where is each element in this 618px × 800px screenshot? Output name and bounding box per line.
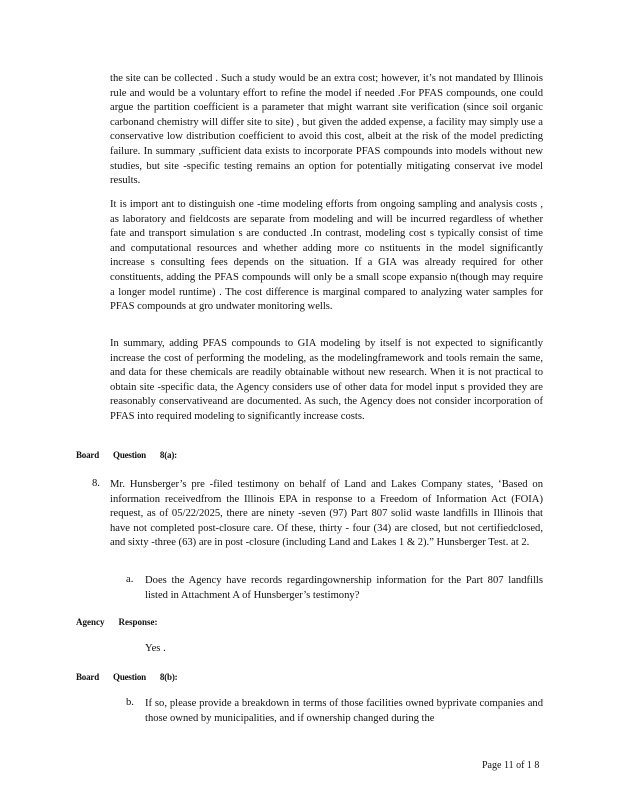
response-label: Response:	[118, 617, 158, 627]
item-b-text: If so, please provide a breakdown in terms of those facilities owned byprivate companies and those owned by municipalities, and if ownership changed during the	[145, 698, 543, 724]
board-label: Board	[76, 672, 100, 682]
question-number: 8(a):	[159, 450, 177, 460]
question-label: Question	[113, 450, 146, 460]
board-question-8a-heading	[76, 450, 177, 460]
question-number: 8(b):	[159, 672, 178, 682]
board-question-8b-heading	[76, 672, 177, 682]
item-a-text: Does the Agency have records regardingownership information for the Part 807 landfills listed in Attachment A of Hunsberger’s testimony?	[145, 575, 543, 601]
item-letter-a: a.	[126, 574, 134, 585]
paragraph-site-study: the site can be collected . Such a study would be an extra cost; however, it’s not mandated by Illinois rule and would be a voluntary effort to refine the model if needed .For PFAS compounds, one could argue the partition coefficient is a parameter that might warrant site verification (since soil organic carbonand chemistry will differ site to site) , but given the added expense, a facility may simply use a conservative low distribution coefficient to avoid this cost, albeit at the risk of the model predicting failure. In summary ,sufficient data exists to incorporate PFAS compounds into models without new studies, but site -specific testing remains an option for potentially mitigating conservat ive model results.	[110, 73, 543, 187]
item-number-8: 8.	[92, 478, 100, 489]
paragraph-summary: In summary, adding PFAS compounds to GIA modeling by itself is not expected to significantly increase the cost of performing the modeling, as the modelingframework and tools remain the same, and data for these chemicals are readily obtainable without new research. When it is not practical to obtain site -specific data, the Agency considers use of other data for model input s provided they are reasonably conservativeand are documented. As such, the Agency does not consider incorporation of PFAS into required modeling to significantly increase costs.	[110, 338, 543, 422]
item-8-text: Mr. Hunsberger’s pre -filed testimony on behalf of Land and Lakes Company states, ‘Based on information receivedfrom the Illinois EPA in response to a Freedom of Information Act (FOIA) request, as of 05/22/2025, there are ninety -seven (97) Part 807 solid waste landfills in Illinois that have not completed post-closure care. Of these, thirty - four (34) are closed, but not certifiedclosed, and sixty -three (63) are in post -closure (including Land and Lakes 1 & 2).” Hunsberger Test. at 2.	[110, 479, 543, 549]
agency-response-heading	[76, 617, 158, 627]
page-number: Page 11 of 1 8	[482, 760, 540, 771]
agency-label: Agency	[76, 617, 105, 627]
board-label: Board	[76, 450, 100, 460]
item-letter-b: b.	[126, 697, 134, 708]
agency-answer: Yes .	[145, 643, 166, 654]
question-label: Question	[113, 672, 146, 682]
paragraph-cost-distinction: It is import ant to distinguish one -time modeling efforts from ongoing sampling and analysis costs , as laboratory and fieldcosts are separate from modeling and will be incurred regardless of whether fate and transport simulation s are conducted .In contrast, modeling cost s typically consist of time and computational resources and whether adding more co nstituents in the model significantly increase s consulting fees depends on the situation. If a GIA was already required for other constituents, adding the PFAS compounds will only be a small scope expansio n(though may require a longer model runtime) . The cost difference is marginal compared to analyzing water samples for PFAS compounds at gro undwater monitoring wells.	[110, 199, 543, 313]
